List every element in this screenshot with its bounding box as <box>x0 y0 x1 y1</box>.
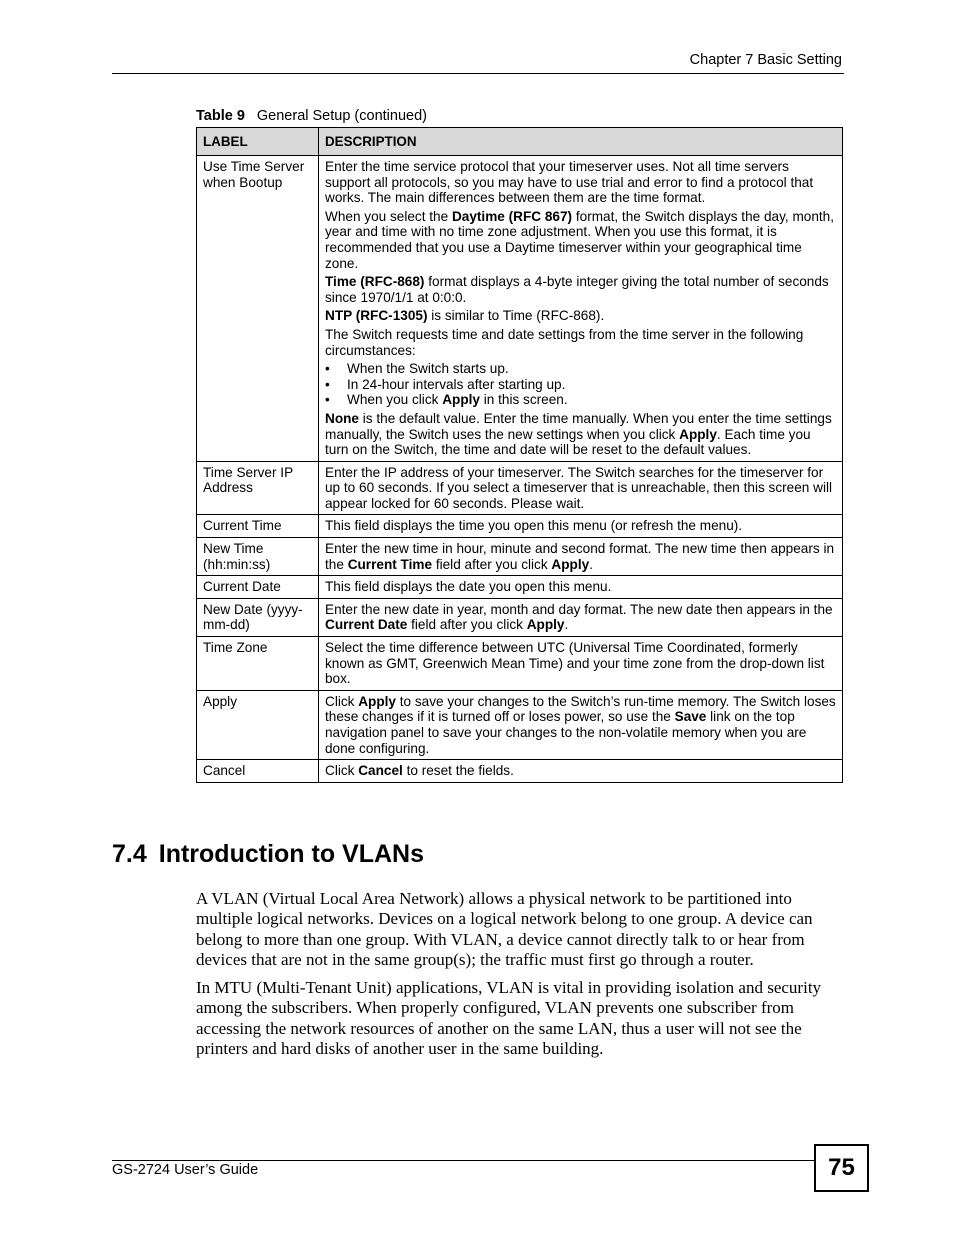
text-run: is similar to Time (RFC-868). <box>427 308 605 324</box>
text-run: When the Switch starts up. <box>347 361 509 377</box>
text-run: format, the Switch displays the day, month, year and time with no time zone adjustment. When you use this format, it is recommended that you use a Daytime timeserver within your geographical time zone. <box>325 208 835 271</box>
bold-term: Apply <box>358 693 396 709</box>
header-rule <box>112 73 844 74</box>
text-run: to save your changes to the Switch’s run-time memory. The Switch loses these changes if it is turned off or loses power, so use the <box>325 693 836 725</box>
section-heading <box>112 840 424 869</box>
text-run: . <box>564 617 569 633</box>
bullet-list <box>325 361 836 408</box>
row-description <box>319 637 843 691</box>
footer-guide-title: GS-2724 User’s Guide <box>112 1162 259 1178</box>
row-label: Time Server IP Address <box>197 461 319 515</box>
text-run: . Each time you turn on the Switch, the time and date will be reset to the default values. <box>325 426 811 458</box>
text-run: format displays a 4-byte integer giving the total number of seconds since 1970/1/1 at 0:0:0. <box>325 274 829 305</box>
text-run: Enter the IP address of your timeserver. The Switch searches for the timeserver for up to 60 seconds. If you select a timeserver that is unreachable, then this screen will appear locked for 60 seconds. Please wait. <box>325 464 833 511</box>
bullet-icon: • <box>325 376 330 392</box>
col-description-header: DESCRIPTION <box>319 128 843 156</box>
row-label: Current Date <box>197 576 319 599</box>
row-description <box>319 538 843 576</box>
text-run: This field displays the time you open this menu (or refresh the menu). <box>325 518 743 534</box>
bullet-icon: • <box>325 361 330 377</box>
table-row <box>197 156 843 462</box>
text-run: Click <box>325 693 359 709</box>
table-row <box>197 538 843 576</box>
table-row <box>197 515 843 538</box>
bold-term: Apply <box>442 392 480 408</box>
description-paragraph <box>325 411 836 458</box>
row-description <box>319 461 843 515</box>
description-paragraph <box>325 602 836 633</box>
section-number: 7.4 <box>112 840 147 868</box>
bold-term: Apply <box>679 426 717 442</box>
section-title: Introduction to VLANs <box>158 840 425 868</box>
description-paragraph <box>325 274 836 305</box>
description-paragraph <box>325 308 836 324</box>
bold-term: Time (RFC-868) <box>325 274 425 290</box>
row-label: Apply <box>197 690 319 759</box>
text-run: link on the top navigation panel to save your changes to the non-volatile memory when you are done configuring. <box>325 709 807 756</box>
bold-term: Apply <box>526 617 565 633</box>
text-run: to reset the fields. <box>402 763 514 779</box>
text-run: The Switch requests time and date settings from the time server in the following circumstances: <box>325 326 804 358</box>
description-paragraph <box>325 159 836 206</box>
text-run: in this screen. <box>479 392 568 408</box>
general-setup-table <box>196 127 843 783</box>
description-paragraph <box>325 327 836 358</box>
section-paragraph-1: A VLAN (Virtual Local Area Network) allows a physical network to be partitioned into multiple logical networks. Devices on a logical network belong to one group. A device can belong to more than one group. With VLAN, a device cannot directly talk to or hear from devices that are not in the same group(s); the traffic must first go through a router. <box>196 889 813 970</box>
row-label: Time Zone <box>197 637 319 691</box>
text-run: field after you click <box>432 556 552 572</box>
bullet-item <box>325 377 836 393</box>
row-description <box>319 690 843 759</box>
text-run: field after you click <box>407 617 527 633</box>
table-row <box>197 461 843 515</box>
bullet-item <box>325 392 836 408</box>
row-label: New Time (hh:min:ss) <box>197 538 319 576</box>
row-label: New Date (yyyy-mm-dd) <box>197 598 319 636</box>
bold-term: Apply <box>551 556 590 572</box>
bold-term: Save <box>674 709 707 725</box>
bold-term: NTP (RFC-1305) <box>325 308 428 324</box>
col-label-header: LABEL <box>197 128 319 156</box>
table-caption-title: General Setup (continued) <box>256 108 427 124</box>
description-paragraph <box>325 579 836 595</box>
bold-term: Current Date <box>325 617 408 633</box>
row-description <box>319 760 843 783</box>
bold-term: Daytime (RFC 867) <box>451 208 573 224</box>
text-run: In 24-hour intervals after starting up. <box>347 376 566 392</box>
text-run: . <box>589 556 593 572</box>
running-header: Chapter 7 Basic Setting <box>689 52 842 68</box>
row-label: Current Time <box>197 515 319 538</box>
table-row <box>197 576 843 599</box>
row-description <box>319 156 843 462</box>
bold-term: Current Time <box>347 556 433 572</box>
description-paragraph <box>325 465 836 512</box>
table-row <box>197 760 843 783</box>
row-label: Cancel <box>197 760 319 783</box>
description-paragraph <box>325 640 836 687</box>
bullet-icon: • <box>325 392 330 408</box>
table-header-row <box>197 128 843 156</box>
row-description <box>319 598 843 636</box>
row-description <box>319 515 843 538</box>
row-label: Use Time Server when Bootup <box>197 156 319 462</box>
table-caption <box>196 108 427 124</box>
footer-rule <box>112 1160 816 1161</box>
description-paragraph <box>325 694 836 756</box>
description-paragraph <box>325 763 836 779</box>
bullet-item <box>325 361 836 377</box>
text-run: is the default value. Enter the time manually. When you enter the time settings manually, the Switch uses the new settings when you click <box>325 410 832 442</box>
row-description <box>319 576 843 599</box>
bold-term: Cancel <box>358 763 403 779</box>
text-run: Enter the time service protocol that your timeserver uses. Not all time servers support all protocols, so you may have to use trial and error to find a protocol that works. The main differences between them are the time format. <box>325 159 814 206</box>
text-run: Click <box>325 763 359 779</box>
text-run: This field displays the date you open this menu. <box>325 579 612 595</box>
text-run: Select the time difference between UTC (Universal Time Coordinated, formerly known as GMT, Greenwich Mean Time) and your time zone from the drop-down list box. <box>325 640 825 687</box>
table-row <box>197 637 843 691</box>
description-paragraph <box>325 209 836 271</box>
bold-term: None <box>325 410 359 426</box>
table-row <box>197 690 843 759</box>
description-paragraph <box>325 541 836 572</box>
text-run: Enter the new time in hour, minute and second format. The new time then appears in the <box>325 541 835 572</box>
table-row <box>197 598 843 636</box>
table-body <box>197 156 843 783</box>
section-paragraph-2: In MTU (Multi-Tenant Unit) applications, VLAN is vital in providing isolation and security among the subscribers. When properly configured, VLAN prevents one subscriber from accessing the network resources of another on the same LAN, thus a user will not see the printers and hard disks of another user in the same building. <box>196 978 822 1059</box>
page-number: 75 <box>814 1144 869 1192</box>
text-run: Enter the new date in year, month and day format. The new date then appears in the <box>325 601 833 617</box>
text-run: When you select the <box>325 208 452 224</box>
description-paragraph <box>325 518 836 534</box>
text-run: When you click <box>347 392 443 408</box>
table-caption-label: Table 9 <box>196 108 245 124</box>
